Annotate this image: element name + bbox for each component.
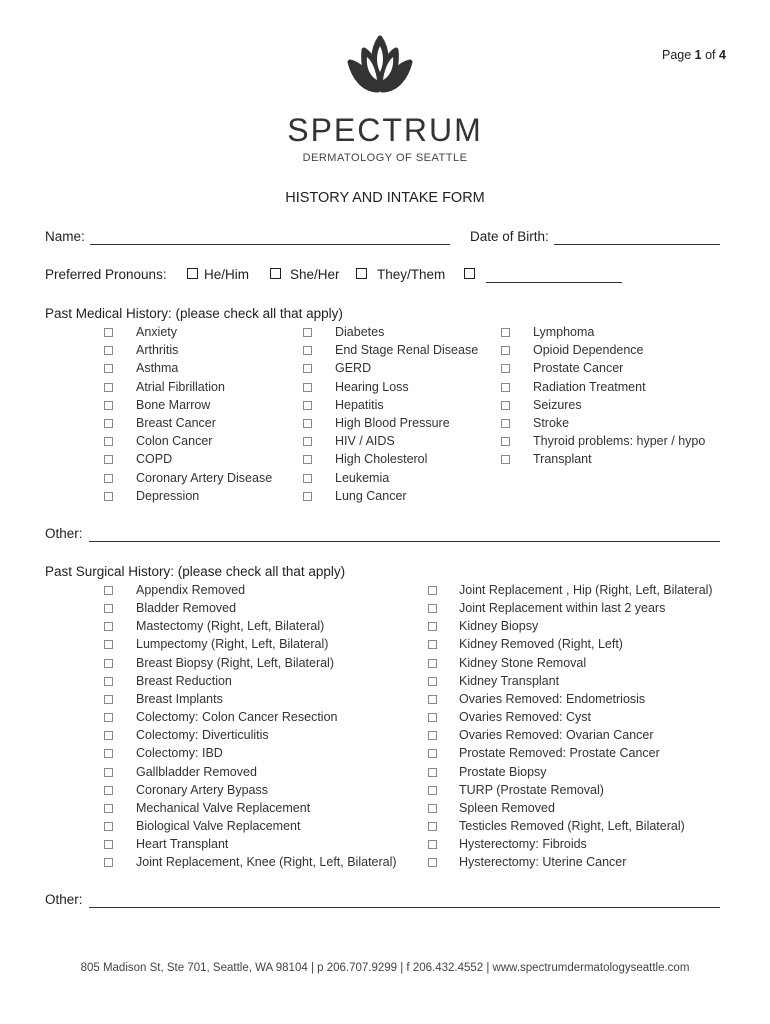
- surgical-item-label: Joint Replacement, Knee (Right, Left, Bilateral): [136, 855, 397, 870]
- pronoun-he-label: He/Him: [204, 267, 250, 282]
- surgical-item-label: Kidney Stone Removal: [459, 655, 587, 670]
- surgical-item-label: Ovaries Removed: Cyst: [459, 710, 591, 725]
- surgical-item-checkbox[interactable]: [104, 822, 113, 831]
- surgical-item-checkbox[interactable]: [428, 858, 437, 867]
- surgical-item-checkbox[interactable]: [428, 659, 437, 668]
- surgical-item-checkbox[interactable]: [428, 695, 437, 704]
- medical-item-checkbox[interactable]: [104, 328, 113, 337]
- dob-label: Date of Birth:: [470, 229, 549, 244]
- surgical-item-checkbox[interactable]: [104, 768, 113, 777]
- medical-item-label: Coronary Artery Disease: [136, 470, 273, 485]
- medical-item-label: Asthma: [136, 361, 179, 376]
- surgical-item-label: Hysterectomy: Fibroids: [459, 837, 587, 852]
- medical-item-checkbox[interactable]: [104, 364, 113, 373]
- medical-item-checkbox[interactable]: [501, 419, 510, 428]
- medical-item-label: High Blood Pressure: [335, 416, 450, 430]
- medical-item-label: Hearing Loss: [335, 379, 409, 394]
- medical-item-label: Radiation Treatment: [533, 379, 646, 394]
- surgical-item-checkbox[interactable]: [428, 840, 437, 849]
- name-label: Name:: [45, 229, 85, 244]
- medical-item-checkbox[interactable]: [303, 328, 312, 337]
- brand-subtitle: DERMATOLOGY OF SEATTLE: [302, 152, 468, 164]
- surgical-item-label: Gallbladder Removed: [136, 764, 257, 779]
- medical-item-checkbox[interactable]: [104, 437, 113, 446]
- medical-item-checkbox[interactable]: [501, 328, 510, 337]
- medical-item-label: Atrial Fibrillation: [136, 379, 225, 394]
- surgical-item-label: Mastectomy (Right, Left, Bilateral): [136, 619, 325, 634]
- surgical-item-checkbox[interactable]: [104, 804, 113, 813]
- surgical-item-checkbox[interactable]: [428, 768, 437, 777]
- medical-item-label: HIV / AIDS: [335, 434, 395, 449]
- surgical-item-label: Joint Replacement within last 2 years: [459, 601, 666, 616]
- surgical-item-label: Colectomy: IBD: [136, 746, 223, 761]
- surgical-item-checkbox[interactable]: [428, 604, 437, 613]
- medical-item-checkbox[interactable]: [303, 455, 312, 464]
- page-number: Page 1 of 4: [662, 48, 726, 62]
- surgical-other-input-line[interactable]: [89, 907, 720, 908]
- surgical-item-label: Hysterectomy: Uterine Cancer: [459, 855, 627, 870]
- surgical-item-checkbox[interactable]: [104, 858, 113, 867]
- surgical-item-label: TURP (Prostate Removal): [459, 782, 604, 797]
- form-title: HISTORY AND INTAKE FORM: [285, 190, 485, 206]
- medical-item-checkbox[interactable]: [303, 383, 312, 392]
- surgical-item-checkbox[interactable]: [104, 677, 113, 686]
- medical-history-heading: Past Medical History: (please check all that apply): [45, 306, 343, 321]
- medical-item-checkbox[interactable]: [303, 492, 312, 501]
- medical-item-checkbox[interactable]: [104, 401, 113, 410]
- medical-item-label: Transplant: [533, 452, 592, 467]
- medical-item-label: High Cholesterol: [335, 452, 428, 467]
- surgical-item-label: Lumpectomy (Right, Left, Bilateral): [136, 637, 329, 652]
- medical-item-label: Prostate Cancer: [533, 361, 624, 376]
- medical-item-checkbox[interactable]: [104, 474, 113, 483]
- pronoun-she-checkbox[interactable]: [270, 268, 281, 279]
- medical-item-checkbox[interactable]: [501, 346, 510, 355]
- surgical-item-label: Biological Valve Replacement: [136, 818, 301, 833]
- medical-item-label: Bone Marrow: [136, 397, 211, 412]
- surgical-item-checkbox[interactable]: [104, 695, 113, 704]
- surgical-item-label: Testicles Removed (Right, Left, Bilateral): [459, 818, 685, 833]
- medical-item-checkbox[interactable]: [104, 455, 113, 464]
- medical-item-label: Colon Cancer: [136, 434, 213, 449]
- medical-item-checkbox[interactable]: [501, 401, 510, 410]
- medical-item-checkbox[interactable]: [303, 419, 312, 428]
- surgical-item-label: Ovaries Removed: Ovarian Cancer: [459, 728, 654, 743]
- medical-item-checkbox[interactable]: [104, 492, 113, 501]
- medical-item-label: Breast Cancer: [136, 416, 216, 430]
- medical-item-checkbox[interactable]: [501, 455, 510, 464]
- surgical-item-label: Prostate Biopsy: [459, 764, 547, 779]
- surgical-item-checkbox[interactable]: [428, 713, 437, 722]
- surgical-item-label: Joint Replacement , Hip (Right, Left, Bilateral): [459, 583, 713, 597]
- medical-item-label: Lymphoma: [533, 325, 595, 339]
- surgical-item-checkbox[interactable]: [104, 586, 113, 595]
- surgical-item-checkbox[interactable]: [428, 786, 437, 795]
- medical-item-label: Arthritis: [136, 343, 179, 358]
- surgical-item-checkbox[interactable]: [428, 640, 437, 649]
- medical-item-label: Anxiety: [136, 325, 177, 339]
- surgical-item-checkbox[interactable]: [428, 822, 437, 831]
- surgical-item-checkbox[interactable]: [104, 604, 113, 613]
- surgical-item-label: Heart Transplant: [136, 837, 229, 852]
- medical-item-checkbox[interactable]: [501, 364, 510, 373]
- pronoun-they-checkbox[interactable]: [356, 268, 367, 279]
- surgical-item-checkbox[interactable]: [428, 749, 437, 758]
- surgical-item-label: Ovaries Removed: Endometriosis: [459, 691, 646, 706]
- medical-item-label: COPD: [136, 452, 173, 467]
- medical-item-label: Diabetes: [335, 325, 385, 339]
- pronoun-she-label: She/Her: [290, 267, 340, 282]
- medical-other-input-line[interactable]: [89, 541, 720, 542]
- dob-input-line[interactable]: [554, 244, 720, 245]
- medical-item-label: GERD: [335, 361, 372, 376]
- surgical-item-checkbox[interactable]: [428, 731, 437, 740]
- pronoun-other-checkbox[interactable]: [464, 268, 475, 279]
- medical-item-checkbox[interactable]: [104, 383, 113, 392]
- surgical-item-label: Kidney Transplant: [459, 673, 560, 688]
- medical-item-checkbox[interactable]: [104, 346, 113, 355]
- medical-other-label: Other:: [45, 526, 83, 541]
- surgical-item-label: Breast Implants: [136, 691, 223, 706]
- surgical-item-checkbox[interactable]: [104, 622, 113, 631]
- medical-item-checkbox[interactable]: [501, 437, 510, 446]
- medical-item-label: Lung Cancer: [335, 488, 407, 503]
- surgical-item-checkbox[interactable]: [428, 622, 437, 631]
- medical-item-label: End Stage Renal Disease: [335, 343, 479, 358]
- medical-item-label: Leukemia: [335, 470, 390, 485]
- surgical-item-checkbox[interactable]: [428, 586, 437, 595]
- surgical-item-checkbox[interactable]: [104, 749, 113, 758]
- surgical-item-label: Breast Biopsy (Right, Left, Bilateral): [136, 655, 334, 670]
- medical-item-label: Stroke: [533, 416, 570, 430]
- lotus-logo-icon: [344, 32, 416, 104]
- medical-item-checkbox[interactable]: [303, 364, 312, 373]
- surgical-item-checkbox[interactable]: [104, 659, 113, 668]
- footer-contact: 805 Madison St, Ste 701, Seattle, WA 98104 | p 206.707.9299 | f 206.432.4552 | www.spectrumdermatologyseattle.com: [80, 962, 690, 974]
- surgical-item-label: Colectomy: Colon Cancer Resection: [136, 710, 338, 725]
- surgical-item-checkbox[interactable]: [104, 713, 113, 722]
- medical-item-checkbox[interactable]: [303, 437, 312, 446]
- medical-item-checkbox[interactable]: [303, 346, 312, 355]
- medical-item-label: Seizures: [533, 397, 582, 412]
- medical-item-label: Hepatitis: [335, 397, 384, 412]
- surgical-item-label: Kidney Biopsy: [459, 619, 539, 634]
- surgical-history-heading: Past Surgical History: (please check all that apply): [45, 564, 346, 579]
- surgical-item-checkbox[interactable]: [104, 640, 113, 649]
- medical-item-checkbox[interactable]: [501, 383, 510, 392]
- surgical-item-label: Mechanical Valve Replacement: [136, 800, 311, 815]
- surgical-item-checkbox[interactable]: [428, 677, 437, 686]
- pronouns-label: Preferred Pronouns:: [45, 267, 167, 282]
- name-input-line[interactable]: [90, 244, 450, 245]
- surgical-item-label: Prostate Removed: Prostate Cancer: [459, 746, 660, 761]
- surgical-item-label: Colectomy: Diverticulitis: [136, 728, 269, 743]
- pronoun-other-input-line[interactable]: [486, 282, 622, 283]
- surgical-item-label: Coronary Artery Bypass: [136, 782, 268, 797]
- surgical-item-label: Spleen Removed: [459, 800, 555, 815]
- brand-name: SPECTRUM: [287, 112, 483, 148]
- surgical-item-label: Breast Reduction: [136, 673, 232, 688]
- medical-item-checkbox[interactable]: [104, 419, 113, 428]
- surgical-item-checkbox[interactable]: [104, 840, 113, 849]
- medical-item-checkbox[interactable]: [303, 474, 312, 483]
- surgical-item-label: Appendix Removed: [136, 583, 246, 597]
- surgical-item-label: Kidney Removed (Right, Left): [459, 637, 623, 652]
- pronoun-they-label: They/Them: [377, 267, 446, 282]
- surgical-item-checkbox[interactable]: [428, 804, 437, 813]
- medical-item-label: Opioid Dependence: [533, 343, 644, 358]
- pronoun-he-checkbox[interactable]: [187, 268, 198, 279]
- surgical-item-label: Bladder Removed: [136, 601, 237, 616]
- medical-item-label: Thyroid problems: hyper / hypo: [533, 434, 706, 449]
- medical-item-checkbox[interactable]: [303, 401, 312, 410]
- surgical-other-label: Other:: [45, 892, 83, 907]
- medical-item-label: Depression: [136, 488, 200, 503]
- surgical-item-checkbox[interactable]: [104, 786, 113, 795]
- surgical-item-checkbox[interactable]: [104, 731, 113, 740]
